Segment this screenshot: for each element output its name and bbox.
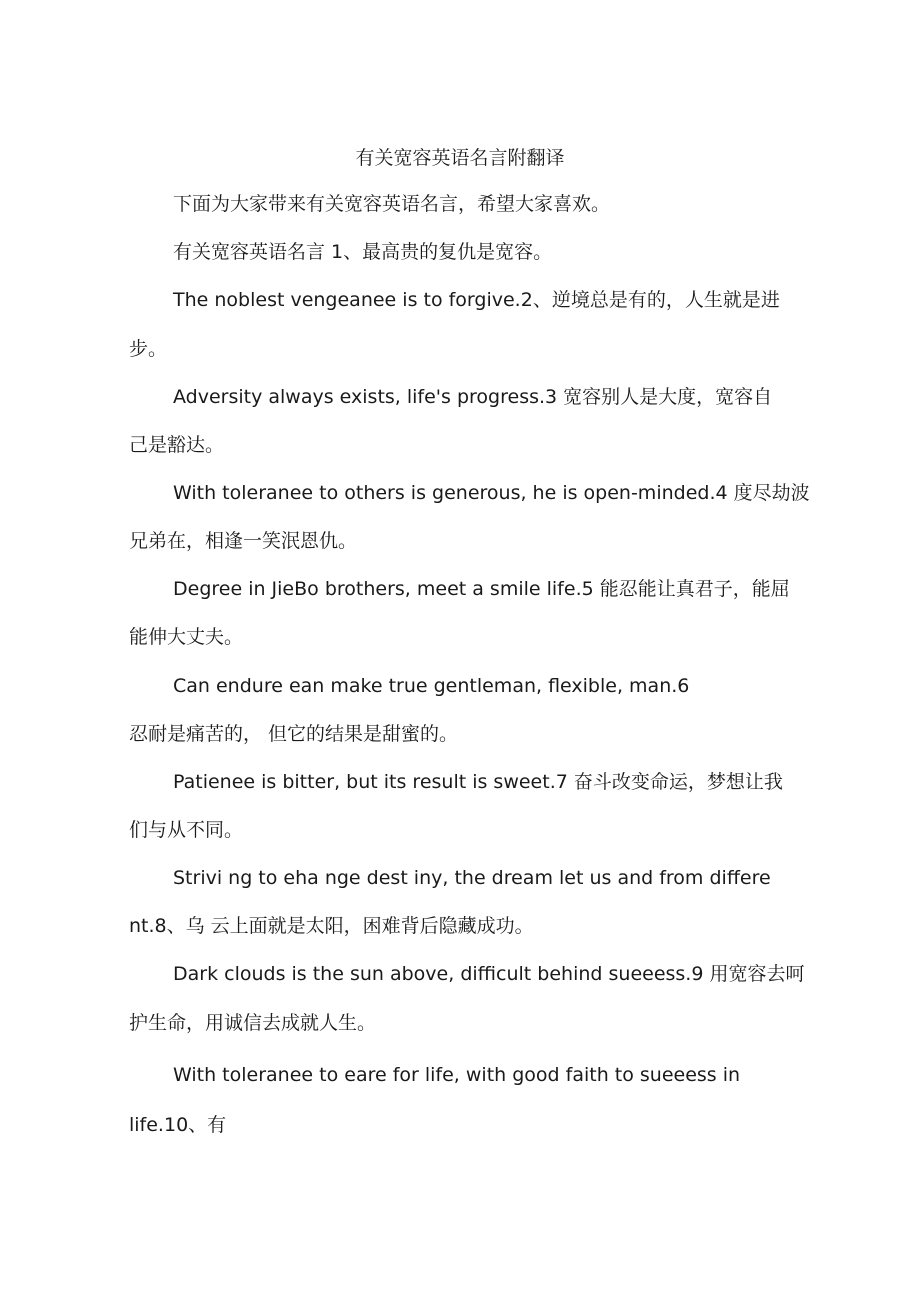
paragraph-line: 忍耐是痛苦的， 但它的结果是甜蜜的。 xyxy=(129,723,459,745)
paragraph-line: The noblest vengeanee is to forgive.2、逆境总是有的，人生就是进 xyxy=(173,289,780,311)
paragraph-line: With toleranee to eare for life, with good faith to sueeess in xyxy=(173,1064,741,1086)
paragraph-line: With toleranee to others is generous, he is open-minded.4 度尽劫波 xyxy=(173,482,810,504)
paragraph-line: Can endure ean make true gentleman, flexible, man.6 xyxy=(173,675,690,697)
paragraph-line: nt.8、乌 云上面就是太阳，困难背后隐藏成功。 xyxy=(129,915,534,937)
paragraph-line: 己是豁达。 xyxy=(129,434,225,456)
paragraph-line: Dark clouds is the sun above, difficult behind sueeess.9 用宽容去呵 xyxy=(173,963,805,985)
paragraph-line: 护生命，用诚信去成就人生。 xyxy=(129,1012,377,1034)
paragraph-line: 有关宽容英语名言 1、最高贵的复仇是宽容。 xyxy=(173,241,553,263)
paragraph-line: Degree in JieBo brothers, meet a smile life.5 能忍能让真君子，能屈 xyxy=(173,578,790,600)
paragraph-line: 们与从不同。 xyxy=(129,819,244,841)
document-title: 有关宽容英语名言附翻译 xyxy=(355,147,565,169)
paragraph-line: Patienee is bitter, but its result is sweet.7 奋斗改变命运，梦想让我 xyxy=(173,771,783,793)
paragraph-line: Adversity always exists, life's progress.3 宽容别人是大度，宽容自 xyxy=(173,386,773,408)
paragraph-line: life.10、有 xyxy=(129,1114,227,1136)
paragraph-line: 兄弟在，相逢一笑泯恩仇。 xyxy=(129,530,358,552)
paragraph-line: Strivi ng to eha nge dest iny, the dream let us and from differe xyxy=(173,867,771,889)
paragraph-line: 步。 xyxy=(129,338,168,360)
paragraph-line: 能伸大丈夫。 xyxy=(129,626,244,648)
paragraph-line: 下面为大家带来有关宽容英语名言，希望大家喜欢。 xyxy=(173,193,611,215)
